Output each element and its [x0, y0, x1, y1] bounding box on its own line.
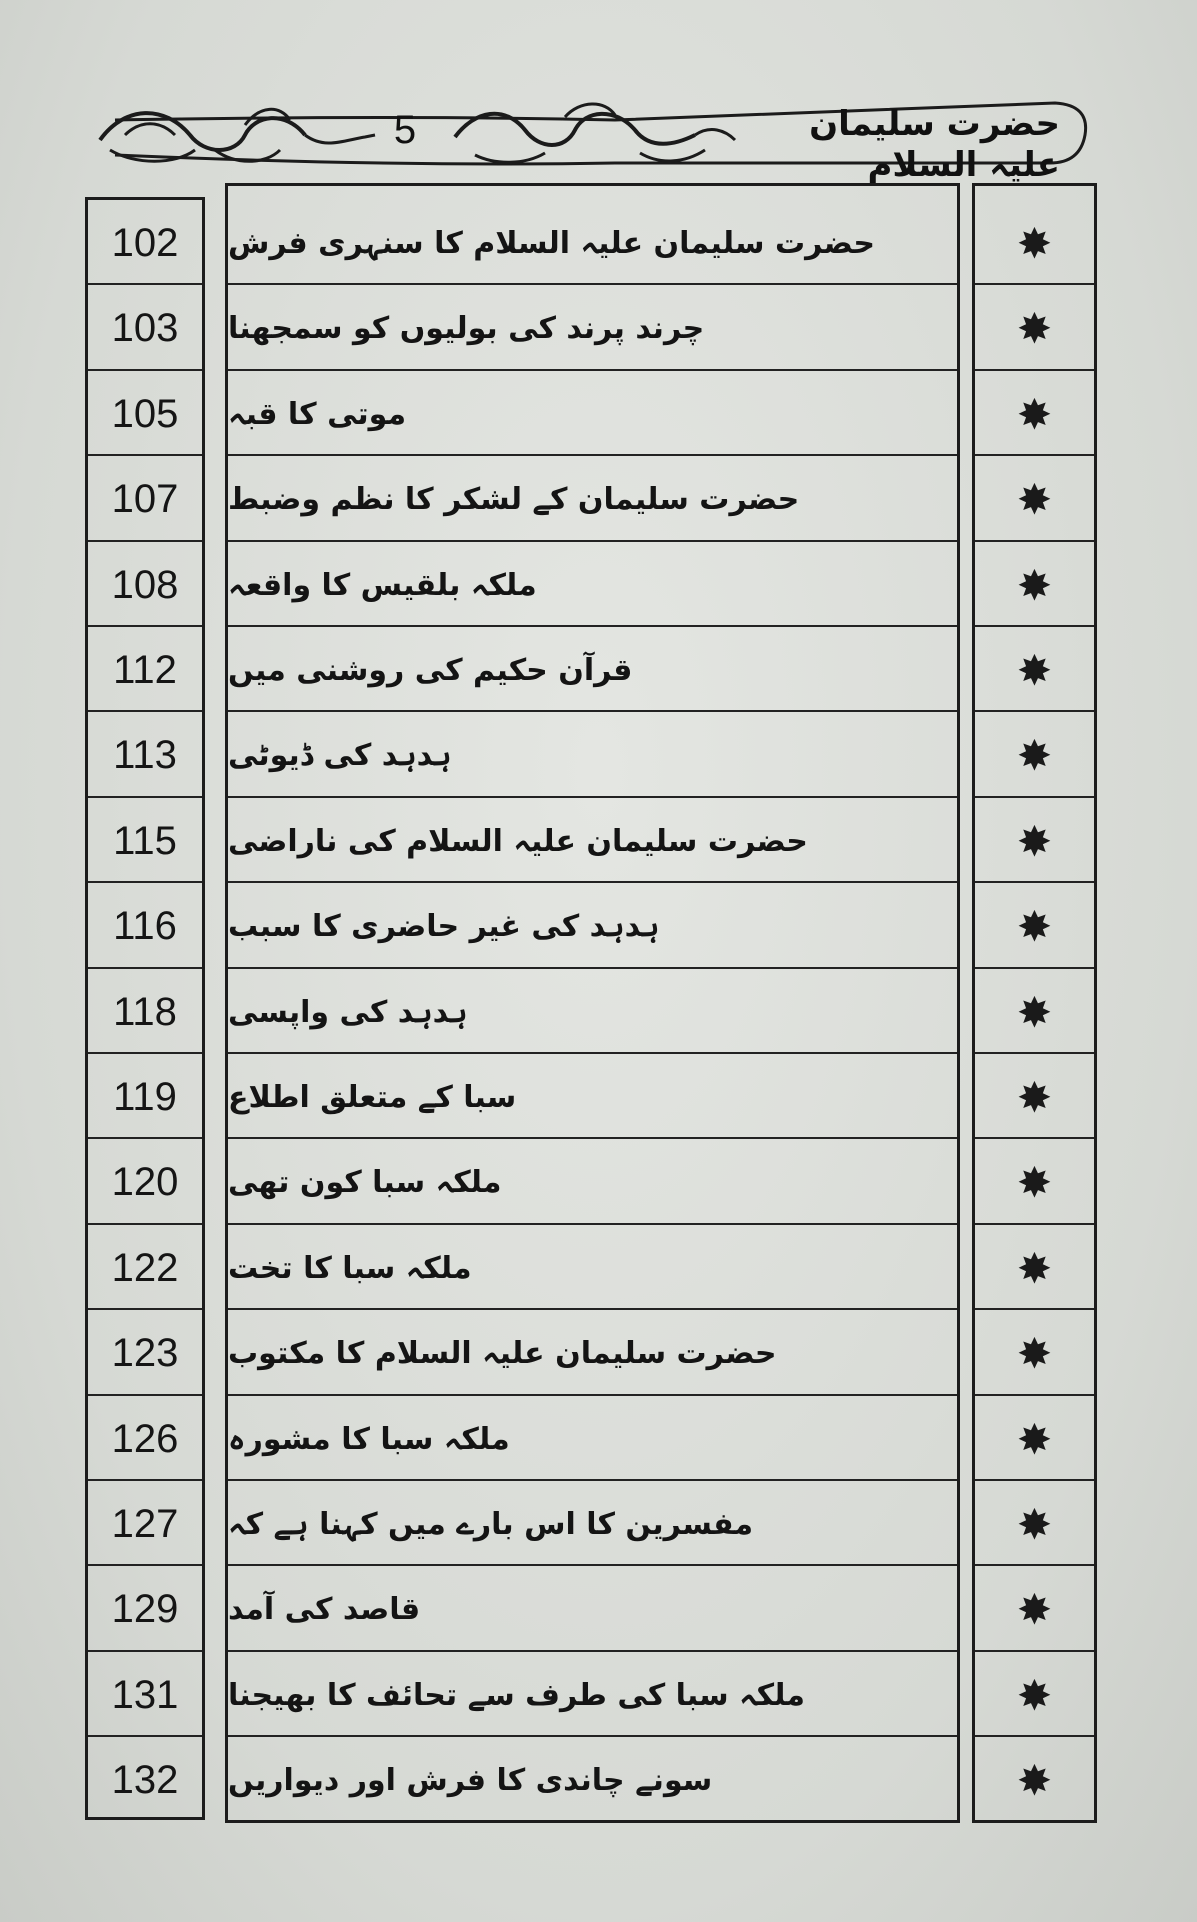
entry-title: سبا کے متعلق اطلاع [228, 1079, 517, 1115]
bullet-star-icon: ✸ [1016, 901, 1053, 951]
entry-title: ہدہد کی واپسی [228, 994, 468, 1030]
entry-title: ملکہ سبا کا تخت [228, 1250, 472, 1286]
entry-title: ملکہ سبا کا مشورہ [228, 1421, 510, 1457]
bullet-star-icon: ✸ [1016, 389, 1053, 439]
bullet-star-icon: ✸ [1016, 987, 1053, 1037]
entry-title: حضرت سلیمان علیہ السلام کا مکتوب [228, 1335, 777, 1371]
entry-title: مفسرین کا اس بارے میں کہنا ہے کہ [228, 1506, 754, 1542]
entry-title: حضرت سلیمان علیہ السلام کا سنہری فرش [228, 225, 875, 261]
entry-page-number: 127 [111, 1501, 179, 1546]
entry-page-number: 122 [111, 1245, 179, 1290]
entry-page-number: 131 [111, 1672, 179, 1717]
entry-page-number: 126 [111, 1416, 179, 1461]
page-number: 5 [393, 108, 417, 152]
entry-page-number: 132 [111, 1757, 179, 1802]
entry-page-number: 105 [111, 391, 179, 436]
bullet-star-icon: ✸ [1016, 1584, 1053, 1634]
bullet-star-icon: ✸ [1016, 1670, 1053, 1720]
entry-page-number: 119 [113, 1074, 177, 1119]
bullet-star-icon: ✸ [1016, 1755, 1053, 1805]
entry-title: چرند پرند کی بولیوں کو سمجھنا [228, 310, 705, 346]
entry-title: ملکہ سبا کون تھی [228, 1164, 502, 1200]
bullet-star-icon: ✸ [1016, 303, 1053, 353]
bullet-star-icon: ✸ [1016, 474, 1053, 524]
running-title: حضرت سلیمان علیہ السلام [809, 104, 1060, 185]
bullet-star-icon: ✸ [1016, 1072, 1053, 1122]
entry-page-number: 118 [113, 989, 177, 1034]
entry-page-number: 116 [113, 903, 177, 948]
bullet-star-icon: ✸ [1016, 730, 1053, 780]
entry-page-number: 108 [111, 562, 179, 607]
entry-title: قرآن حکیم کی روشنی میں [228, 652, 633, 688]
entry-title: سونے چاندی کا فرش اور دیواریں [228, 1762, 713, 1798]
entry-title: ہدہد کی غیر حاضری کا سبب [228, 908, 660, 944]
entry-page-number: 112 [113, 647, 177, 692]
entry-title: قاصد کی آمد [228, 1591, 421, 1627]
bullet-star-icon: ✸ [1016, 1328, 1053, 1378]
bullet-star-icon: ✸ [1016, 645, 1053, 695]
bullet-star-icon: ✸ [1016, 1499, 1053, 1549]
entry-page-number: 123 [111, 1330, 179, 1375]
entry-page-number: 103 [111, 305, 179, 350]
entry-page-number: 107 [111, 476, 179, 521]
entry-title: ملکہ سبا کی طرف سے تحائف کا بھیجنا [228, 1677, 805, 1713]
bullet-star-icon: ✸ [1016, 816, 1053, 866]
entry-page-number: 120 [111, 1159, 179, 1204]
entry-title: ہدہد کی ڈیوٹی [228, 737, 452, 773]
entry-page-number: 113 [113, 732, 177, 777]
entry-title: حضرت سلیمان کے لشکر کا نظم وضبط [228, 481, 800, 517]
entry-title: ملکہ بلقیس کا واقعہ [228, 567, 537, 603]
bullet-star-icon: ✸ [1016, 1243, 1053, 1293]
bullet-star-icon: ✸ [1016, 560, 1053, 610]
entry-title: موتی کا قبہ [228, 396, 407, 432]
bullet-star-icon: ✸ [1016, 218, 1053, 268]
entry-page-number: 129 [111, 1586, 179, 1631]
bullet-star-icon: ✸ [1016, 1414, 1053, 1464]
bullet-star-icon: ✸ [1016, 1157, 1053, 1207]
entry-page-number: 115 [113, 818, 177, 863]
entry-page-number: 102 [111, 220, 179, 265]
entry-title: حضرت سلیمان علیہ السلام کی ناراضی [228, 823, 808, 859]
